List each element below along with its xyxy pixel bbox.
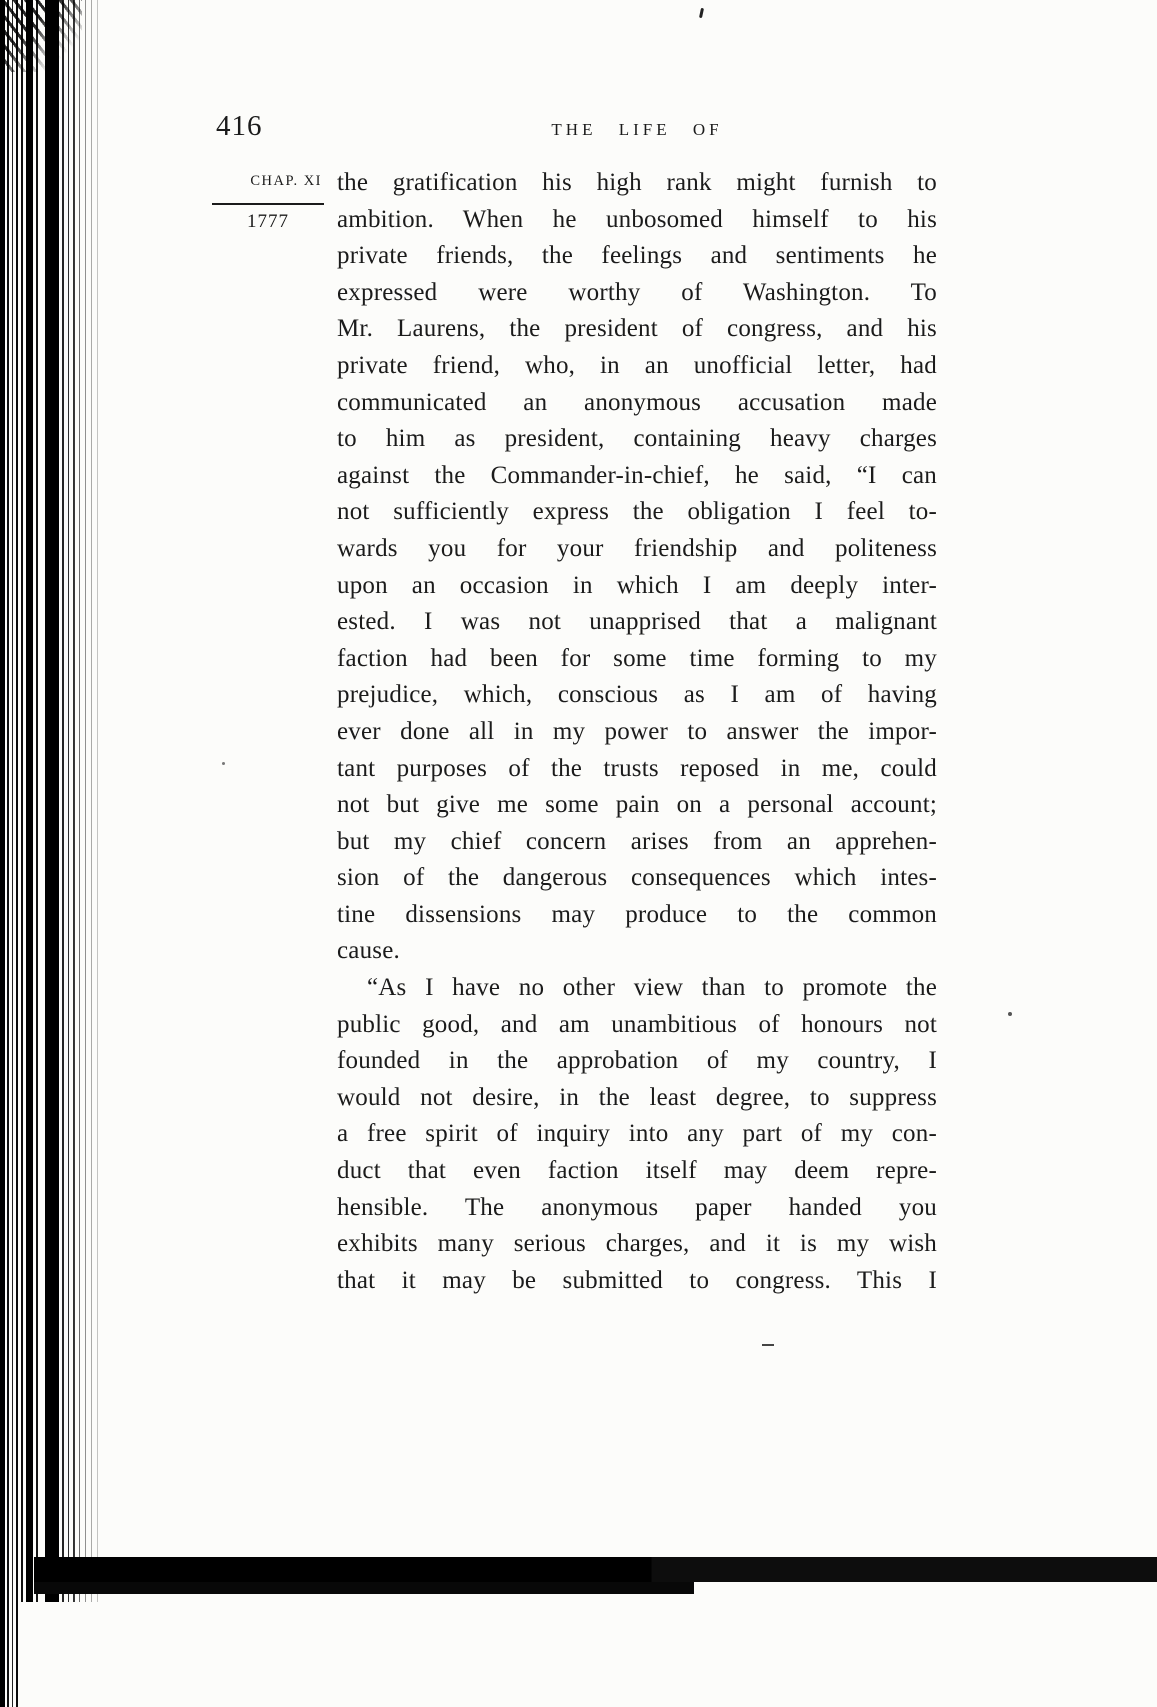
- text-line: exhibits many serious charges, and it is my wish: [337, 1230, 937, 1258]
- text-line: duct that even faction itself may deem repre-: [337, 1157, 937, 1185]
- text-line: private friend, who, in an unofficial letter, had: [337, 351, 937, 379]
- text-line: hensible. The anonymous paper handed you: [337, 1193, 937, 1221]
- body-text: [337, 165, 937, 1299]
- text-line: a free spirit of inquiry into any part of my con-: [337, 1120, 937, 1148]
- scan-speck-top: [699, 8, 704, 18]
- text-line: that it may be submitted to congress. This I: [337, 1266, 937, 1294]
- text-line: tant purposes of the trusts reposed in me, could: [337, 754, 937, 782]
- text-line: cause.: [337, 937, 400, 965]
- text-line: ested. I was not unapprised that a malignant: [337, 608, 937, 636]
- text-line: Mr. Laurens, the president of congress, and his: [337, 315, 937, 343]
- text-line: tine dissensions may produce to the common: [337, 900, 937, 928]
- text-line: communicated an anonymous accusation made: [337, 388, 937, 416]
- text-line: the gratification his high rank might furnish to: [337, 169, 937, 196]
- scan-artifact-left-edge: [0, 0, 102, 1602]
- running-header: THE LIFE OF: [551, 120, 723, 139]
- text-line: public good, and am unambitious of honours not: [337, 1010, 937, 1038]
- text-line: ever done all in my power to answer the impor-: [337, 717, 937, 745]
- scan-speck-right: [1008, 1012, 1012, 1016]
- scan-speck-bottom: [762, 1344, 774, 1346]
- scan-speck-left: [222, 762, 225, 765]
- text-line: against the Commander-in-chief, he said, “I can: [337, 461, 937, 489]
- page-number: 416: [216, 110, 263, 142]
- text-line: sion of the dangerous consequences which intes-: [337, 864, 937, 892]
- text-line: wards you for your friendship and politeness: [337, 534, 937, 562]
- text-line: to him as president, containing heavy charges: [337, 425, 937, 453]
- text-line: founded in the approbation of my country, I: [337, 1047, 937, 1075]
- scan-artifact-top-left-corner: [0, 0, 82, 72]
- sidenote-rule: [212, 203, 324, 205]
- chapter-sidenote: CHAP. XI: [250, 173, 322, 189]
- text-line: private friends, the feelings and sentiments he: [337, 242, 937, 270]
- text-line: would not desire, in the least degree, to suppress: [337, 1083, 937, 1111]
- text-line: faction had been for some time forming to my: [337, 644, 937, 672]
- year-sidenote: 1777: [247, 211, 289, 232]
- text-line: not sufficiently express the obligation I feel to-: [337, 498, 937, 526]
- text-line: prejudice, which, conscious as I am of having: [337, 681, 937, 709]
- text-line: not but give me some pain on a personal account;: [337, 791, 937, 819]
- text-line: upon an occasion in which I am deeply inter-: [337, 571, 937, 599]
- text-line: expressed were worthy of Washington. To: [337, 278, 937, 306]
- text-line: ambition. When he unbosomed himself to his: [337, 205, 937, 233]
- text-line: but my chief concern arises from an apprehen-: [337, 827, 937, 855]
- scan-artifact-bottom-edge: [34, 1557, 1157, 1582]
- scan-artifact-bottom-edge-2: [34, 1582, 694, 1594]
- text-line: “As I have no other view than to promote the: [367, 974, 937, 1002]
